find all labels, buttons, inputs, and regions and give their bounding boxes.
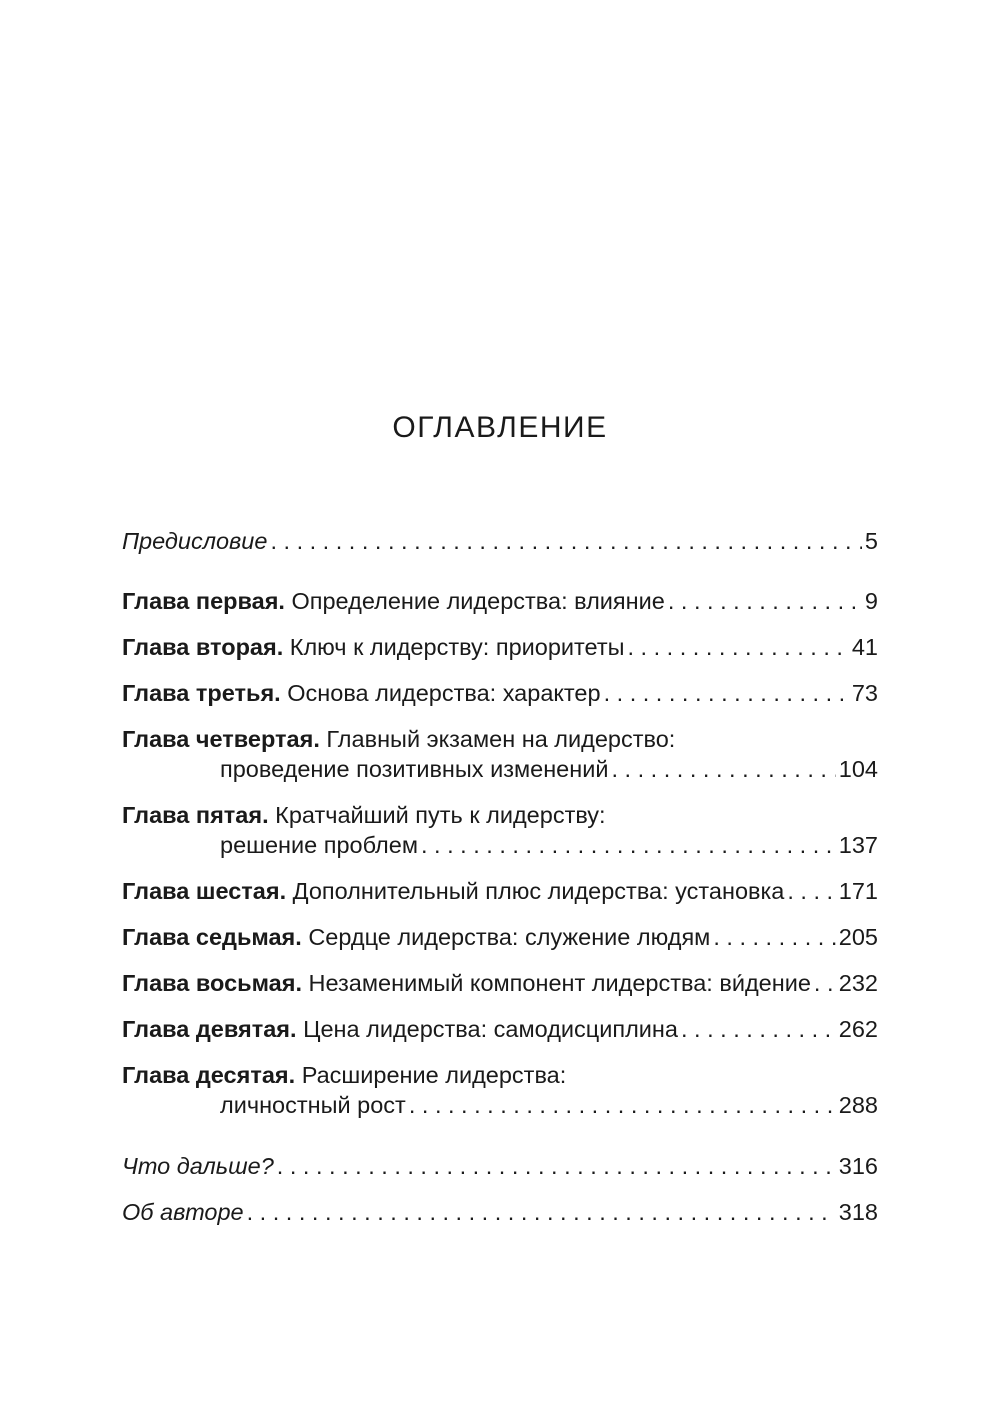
chapter-title: Расширение лидерства: <box>301 1062 567 1088</box>
toc-entry-chapter-5[interactable] <box>122 800 878 860</box>
dot-leader <box>409 1090 836 1120</box>
page-number: 41 <box>851 634 878 660</box>
toc-entry-label: Предисловие <box>122 528 268 554</box>
page-title: ОГЛАВЛЕНИЕ <box>392 411 608 444</box>
chapter-lead: Глава пятая. <box>122 802 269 828</box>
dot-leader <box>713 922 835 952</box>
page-number: 137 <box>838 832 878 858</box>
chapter-lead: Глава четвертая. <box>122 726 320 752</box>
toc-entry-chapter-3[interactable] <box>122 678 878 708</box>
chapter-title: Ключ к лидерству: приоритеты <box>289 634 625 660</box>
chapter-title: Определение лидерства: влияние <box>291 588 665 614</box>
chapter-title: Цена лидерства: самодисциплина <box>303 1016 678 1042</box>
chapter-lead: Глава третья. <box>122 680 281 706</box>
toc-entry-chapter-6[interactable] <box>122 876 878 906</box>
chapter-lead: Глава первая. <box>122 588 285 614</box>
toc-entry-chapter-9[interactable] <box>122 1014 878 1044</box>
chapter-title: Кратчайший путь к лидерству: <box>275 802 606 828</box>
toc-entry-chapter-7[interactable] <box>122 922 878 952</box>
chapter-lead: Глава восьмая. <box>122 970 302 996</box>
page-number: 316 <box>838 1153 878 1179</box>
chapter-title: Главный экзамен на лидерство: <box>326 726 676 752</box>
dot-leader <box>681 1014 836 1044</box>
toc-entry-about-author[interactable] <box>122 1197 878 1227</box>
toc-entry-label: Об авторе <box>122 1199 244 1225</box>
dot-leader <box>627 632 848 662</box>
chapter-lead: Глава вторая. <box>122 634 284 660</box>
chapter-title: Основа лидерства: характер <box>287 680 601 706</box>
dot-leader <box>668 586 862 616</box>
chapter-lead: Глава шестая. <box>122 878 287 904</box>
page-number: 104 <box>838 756 878 782</box>
dot-leader <box>247 1197 836 1227</box>
toc-entry-preface[interactable] <box>122 526 878 556</box>
page-number: 9 <box>864 588 878 614</box>
toc-entry-chapter-8[interactable] <box>122 968 878 998</box>
chapter-title: Незаменимый компонент лидерства: ви́дение <box>308 970 811 996</box>
page-number: 73 <box>851 680 878 706</box>
page-number: 171 <box>838 878 878 904</box>
toc-entry-whats-next[interactable] <box>122 1151 878 1181</box>
page-number: 5 <box>864 528 878 554</box>
page-number: 205 <box>838 924 878 950</box>
table-of-contents <box>122 526 878 1227</box>
page-number: 318 <box>838 1199 878 1225</box>
chapter-title: Сердце лидерства: служение людям <box>308 924 711 950</box>
dot-leader <box>611 754 835 784</box>
chapter-lead: Глава седьмая. <box>122 924 302 950</box>
toc-entry-chapter-1[interactable] <box>122 586 878 616</box>
page-number: 262 <box>838 1016 878 1042</box>
page-number: 288 <box>838 1092 878 1118</box>
toc-entry-label: Что дальше? <box>122 1153 274 1179</box>
dot-leader <box>787 876 835 906</box>
dot-leader <box>270 526 861 556</box>
chapter-title-continuation: личностный рост <box>220 1092 406 1118</box>
dot-leader <box>604 678 849 708</box>
chapter-title-continuation: решение проблем <box>220 832 418 858</box>
toc-entry-chapter-2[interactable] <box>122 632 878 662</box>
dot-leader <box>421 830 836 860</box>
chapter-lead: Глава десятая. <box>122 1062 296 1088</box>
page-number: 232 <box>838 970 878 996</box>
dot-leader <box>814 968 836 998</box>
chapter-lead: Глава девятая. <box>122 1016 297 1042</box>
toc-entry-chapter-4[interactable] <box>122 724 878 784</box>
dot-leader <box>277 1151 836 1181</box>
chapter-title-continuation: проведение позитивных изменений <box>220 756 609 782</box>
chapter-title: Дополнительный плюс лидерства: установка <box>292 878 785 904</box>
toc-entry-chapter-10[interactable] <box>122 1060 878 1120</box>
